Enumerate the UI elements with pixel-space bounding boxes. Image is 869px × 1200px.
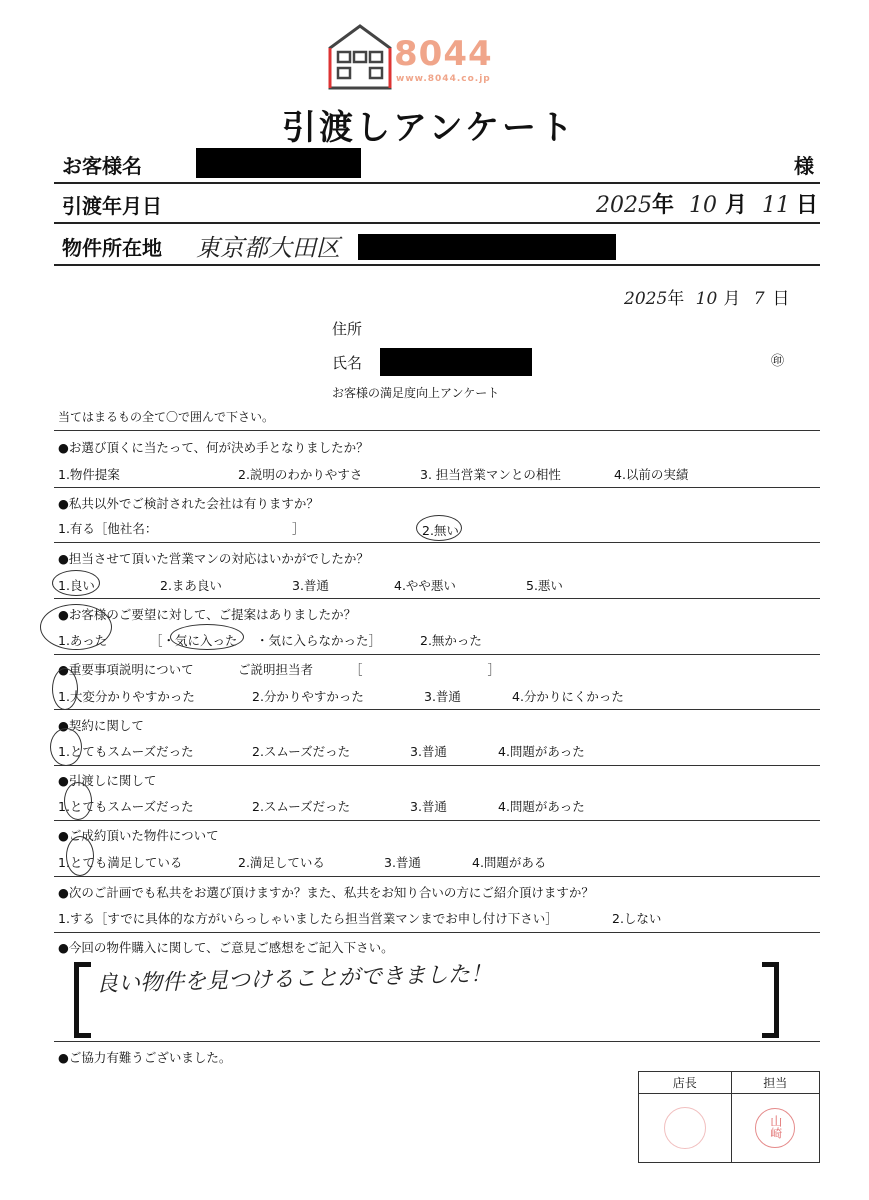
question-3: ●担当させて頂いた営業マンの対応はいかがでしたか？ (58, 551, 369, 566)
handover-year: 2025 (596, 193, 652, 218)
page-title: 引渡しアンケート (282, 108, 576, 148)
closing-text: ●ご協力有難うございました。 (58, 1050, 232, 1065)
divider (54, 932, 820, 933)
survey-day: 7 (753, 289, 765, 309)
q1-option-2[interactable]: 2.説明のわかりやすさ (238, 467, 363, 482)
selection-circle (64, 782, 92, 820)
customer-name-suffix: 様 (794, 154, 814, 178)
q5-option-3[interactable]: 3.普通 (424, 689, 461, 704)
respondent-address-label: 住所 (332, 320, 363, 338)
q3-option-4[interactable]: 4.やや悪い (394, 578, 456, 593)
survey-year: 2025 (624, 289, 668, 309)
handover-day-unit: 日 (796, 193, 819, 218)
property-address-redaction (358, 234, 616, 260)
approval-box (638, 1071, 820, 1163)
q2-option-1-close: ］ (292, 521, 305, 536)
respondent-name-redaction (380, 348, 532, 376)
staff-seal-text: 山崎 (768, 1115, 783, 1139)
q3-option-2[interactable]: 2.まあ良い (160, 578, 222, 593)
q3-option-3[interactable]: 3.普通 (292, 578, 329, 593)
divider (54, 430, 820, 431)
comment-bracket-right (762, 962, 779, 1038)
survey-subtitle: お客様の満足度向上アンケート (332, 386, 500, 400)
selection-circle (50, 728, 82, 766)
divider (54, 542, 820, 543)
q3-option-1[interactable]: 1.良い (58, 578, 95, 593)
q4-option-1[interactable]: 1.あった (58, 633, 108, 648)
divider (54, 765, 820, 766)
manager-seal-cell (639, 1094, 732, 1163)
logo-brand: 8044 (394, 34, 493, 74)
selection-circle (52, 668, 78, 710)
divider (54, 876, 820, 877)
customer-name-label: お客様名 (62, 154, 142, 178)
q8-option-1[interactable]: 1.とても満足している (58, 855, 183, 870)
q3-option-5[interactable]: 5.悪い (526, 578, 563, 593)
instruction: 当てはまるもの全て〇で囲んで下さい。 (58, 410, 275, 424)
comment-bracket-left (74, 962, 91, 1038)
handover-month: 10 (689, 193, 718, 218)
q2-option-1[interactable]: 1.有る［他社名： (58, 521, 158, 536)
survey-year-unit: 年 (667, 289, 685, 309)
logo-url: www.8044.co.jp (396, 74, 491, 84)
q7-option-2[interactable]: 2.スムーズだった (252, 799, 351, 814)
q6-option-2[interactable]: 2.スムーズだった (252, 744, 351, 759)
question-4: ●お客様のご要望に対して、ご提案はありましたか？ (58, 607, 357, 622)
divider (54, 487, 820, 488)
selection-circle (66, 836, 94, 876)
q8-option-4[interactable]: 4.問題がある (472, 855, 547, 870)
q2-option-2[interactable]: 2.無い (422, 523, 459, 538)
divider (54, 1041, 820, 1042)
house-logo-icon (328, 24, 392, 90)
handover-date-label: 引渡年月日 (62, 194, 162, 218)
divider (54, 820, 820, 821)
divider (54, 654, 820, 655)
q6-option-4[interactable]: 4.問題があった (498, 744, 585, 759)
q4-option-2[interactable]: 2.無かった (420, 633, 482, 648)
question-5: ●重要事項説明について (58, 662, 194, 677)
property-address-value: 東京都大田区 (196, 234, 340, 262)
seal-mark: ㊞ (771, 354, 785, 369)
divider (54, 222, 820, 224)
q5-option-4[interactable]: 4.分かりにくかった (512, 689, 624, 704)
question-7: ●引渡しに関して (58, 773, 157, 788)
divider (54, 598, 820, 599)
survey-date (624, 284, 790, 309)
q5-staff-label: ご説明担当者 (238, 662, 314, 677)
question-9: ●次のご計画でも私共をお選び頂けますか？また、私共をお知り合いの方にご紹介頂けますか？ (58, 885, 594, 900)
divider (54, 709, 820, 710)
q4-option-1a[interactable]: ［・気に入った (150, 633, 238, 648)
q7-option-1[interactable]: 1.とてもスムーズだった (58, 799, 194, 814)
q9-option-2[interactable]: 2.しない (612, 911, 662, 926)
q5-staff-brackets: ［ ］ (350, 662, 501, 677)
handover-date (596, 188, 818, 219)
question-2: ●私共以外でご検討された会社は有りますか？ (58, 496, 319, 511)
q4-option-1b[interactable]: ・気に入らなかった］ (256, 633, 382, 648)
manager-label: 店長 (639, 1072, 732, 1094)
q7-option-3[interactable]: 3.普通 (410, 799, 447, 814)
survey-day-unit: 日 (772, 289, 790, 309)
question-1: ●お選び頂くに当たって、何が決め手となりましたか？ (58, 440, 369, 455)
q8-option-3[interactable]: 3.普通 (384, 855, 421, 870)
divider (54, 182, 820, 184)
q9-option-1[interactable]: 1.する［すでに具体的な方がいらっしゃいましたら担当営業マンまでお申し付け下さい］ (58, 911, 558, 926)
survey-month: 10 (695, 289, 718, 309)
question-10: ●今回の物件購入に関して、ご意見ご感想をご記入下さい。 (58, 940, 394, 955)
divider (54, 264, 820, 266)
q5-option-2[interactable]: 2.分かりやすかった (252, 689, 364, 704)
handover-year-unit: 年 (652, 193, 675, 218)
q1-option-4[interactable]: 4.以前の実績 (614, 467, 689, 482)
staff-seal (755, 1108, 795, 1148)
staff-label: 担当 (731, 1072, 819, 1094)
q6-option-1[interactable]: 1.とてもスムーズだった (58, 744, 194, 759)
handover-day: 11 (762, 193, 791, 218)
comment-text: 良い物件を見つけることができました！ (95, 961, 493, 998)
question-8: ●ご成約頂いた物件について (58, 828, 219, 843)
question-6: ●契約に関して (58, 718, 144, 733)
survey-month-unit: 月 (723, 289, 741, 309)
q6-option-3[interactable]: 3.普通 (410, 744, 447, 759)
manager-seal-icon (664, 1107, 706, 1149)
selection-circle (40, 604, 112, 650)
q7-option-4[interactable]: 4.問題があった (498, 799, 585, 814)
selection-circle (416, 515, 462, 541)
customer-name-redaction (196, 148, 361, 178)
respondent-name-label: 氏名 (332, 354, 363, 372)
property-address-label: 物件所在地 (62, 236, 162, 260)
staff-seal-cell (731, 1094, 819, 1163)
q1-option-1[interactable]: 1.物件提案 (58, 467, 120, 482)
logo (328, 24, 518, 90)
selection-circle (170, 624, 244, 650)
selection-circle (52, 570, 100, 596)
q5-option-1[interactable]: 1.大変分かりやすかった (58, 689, 195, 704)
handover-month-unit: 月 (725, 193, 748, 218)
q8-option-2[interactable]: 2.満足している (238, 855, 325, 870)
q1-option-3[interactable]: 3. 担当営業マンとの相性 (420, 467, 561, 482)
